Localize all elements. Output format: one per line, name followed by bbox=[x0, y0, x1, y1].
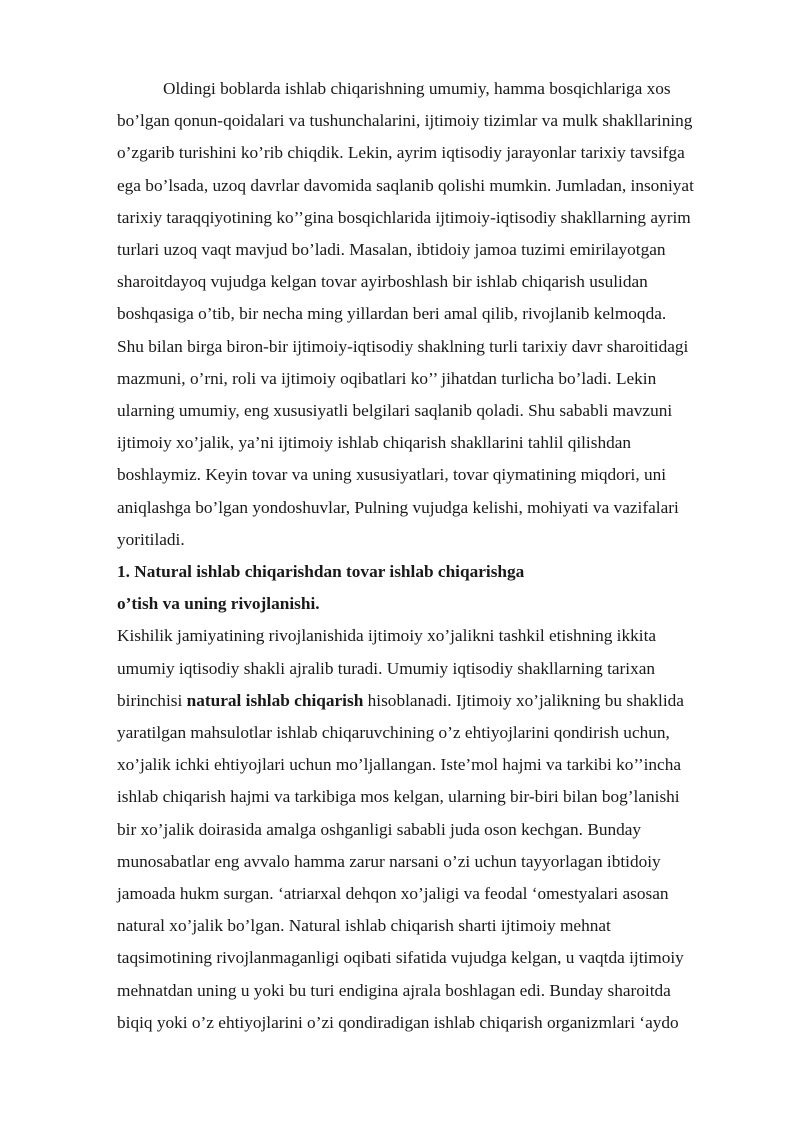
heading-line: o’tish va uning rivojlanishi. bbox=[117, 594, 320, 614]
paragraph-line: bo’lgan qonun-qoidalari va tushunchalarini, ijtimoiy tizimlar va mulk shakllarining bbox=[117, 111, 693, 131]
paragraph-line: ega bo’lsada, uzoq davrlar davomida saqlanib qolishi mumkin. Jumladan, insoniyat bbox=[117, 175, 694, 195]
paragraph-line: mazmuni, o’rni, roli va ijtimoiy oqibatlari ko’’ jihatdan turlicha bo’ladi. Lekin bbox=[117, 368, 657, 388]
paragraph-line: umumiy iqtisodiy shakli ajralib turadi. Umumiy iqtisodiy shakllarning tarixan bbox=[117, 658, 656, 678]
paragraph-line: taqsimotining rivojlanmaganligi oqibati sifatida vujudga kelgan, u vaqtda ijtimoiy bbox=[117, 948, 684, 968]
paragraph-line: ijtimoiy xo’jalik, ya’ni ijtimoiy ishlab chiqarish shakllarini tahlil qilishdan bbox=[117, 433, 632, 453]
paragraph-line: o’zgarib turishini ko’rib chiqdik. Lekin, ayrim iqtisodiy jarayonlar tarixiy tavsifga bbox=[117, 143, 685, 163]
heading-line: 1. Natural ishlab chiqarishdan tovar ishlab chiqarishga bbox=[117, 562, 525, 582]
paragraph-line: Oldingi boblarda ishlab chiqarishning umumiy, hamma bosqichlariga xos bbox=[163, 79, 671, 98]
paragraph-line: yaratilgan mahsulotlar ishlab chiqaruvchining o’z ehtiyojlarini qondirish uchun, bbox=[117, 723, 670, 743]
section-paragraph bbox=[117, 620, 739, 1039]
paragraph-line: biqiq yoki o’z ehtiyojlarini o’zi qondiradigan ishlab chiqarish organizmlari ‘aydo bbox=[117, 1012, 679, 1032]
text-run: birinchisi bbox=[117, 690, 187, 710]
paragraph-line: natural xo’jalik bo’lgan. Natural ishlab chiqarish sharti ijtimoiy mehnat bbox=[117, 916, 611, 936]
paragraph-line: aniqlashga bo’lgan yondoshuvlar, Pulning vujudga kelishi, mohiyati va vazifalari bbox=[117, 497, 679, 517]
intro-paragraph bbox=[117, 73, 739, 556]
paragraph-line: turlari uzoq vaqt mavjud bo’ladi. Masalan, ibtidoiy jamoa tuzimi emirilayotgan bbox=[117, 240, 666, 260]
paragraph-line: munosabatlar eng avvalo hamma zarur narsani o’zi uchun tayyorlagan ibtidoiy bbox=[117, 851, 661, 871]
paragraph-line bbox=[117, 685, 739, 717]
paragraph-line: ishlab chiqarish hajmi va tarkibiga mos kelgan, ularning bir-biri bilan bog’lanishi bbox=[117, 787, 680, 807]
paragraph-line: tarixiy taraqqiyotining ko’’gina bosqichlarida ijtimoiy-iqtisodiy shakllarning ayrim bbox=[117, 207, 691, 227]
paragraph-line: boshlaymiz. Keyin tovar va uning xususiyatlari, tovar qiymatining miqdori, uni bbox=[117, 465, 667, 485]
paragraph-line: yoritiladi. bbox=[117, 529, 185, 549]
section-heading bbox=[117, 556, 739, 620]
paragraph-line: Shu bilan birga biron-bir ijtimoiy-iqtisodiy shaklning turli tarixiy davr sharoitidagi bbox=[117, 336, 689, 356]
paragraph-line: sharoitdayoq vujudga kelgan tovar ayirboshlash bir ishlab chiqarish usulidan bbox=[117, 272, 648, 292]
document-body bbox=[117, 73, 739, 1039]
paragraph-line: bir xo’jalik doirasida amalga oshganligi sababli juda oson kechgan. Bunday bbox=[117, 819, 642, 839]
bold-term: natural ishlab chiqarish bbox=[186, 690, 364, 710]
paragraph-line: ularning umumiy, eng xususiyatli belgilari saqlanib qoladi. Shu sababli mavzuni bbox=[117, 401, 673, 421]
text-run: hisoblanadi. Ijtimoiy xo’jalikning bu shaklida bbox=[363, 690, 684, 710]
paragraph-line: jamoada hukm surgan. ‘atriarxal dehqon xo’jaligi va feodal ‘omestyalari asosan bbox=[117, 884, 669, 904]
paragraph-line: Kishilik jamiyatining rivojlanishida ijtimoiy xo’jalikni tashkil etishning ikkita bbox=[117, 626, 657, 646]
paragraph-line: boshqasiga o’tib, bir necha ming yillardan beri amal qilib, rivojlanib kelmoqda. bbox=[117, 304, 667, 324]
paragraph-line: mehnatdan uning u yoki bu turi endigina ajrala boshlagan edi. Bunday sharoitda bbox=[117, 980, 671, 1000]
paragraph-line: xo’jalik ichki ehtiyojlari uchun mo’ljallangan. Iste’mol hajmi va tarkibi ko’’incha bbox=[117, 755, 682, 775]
